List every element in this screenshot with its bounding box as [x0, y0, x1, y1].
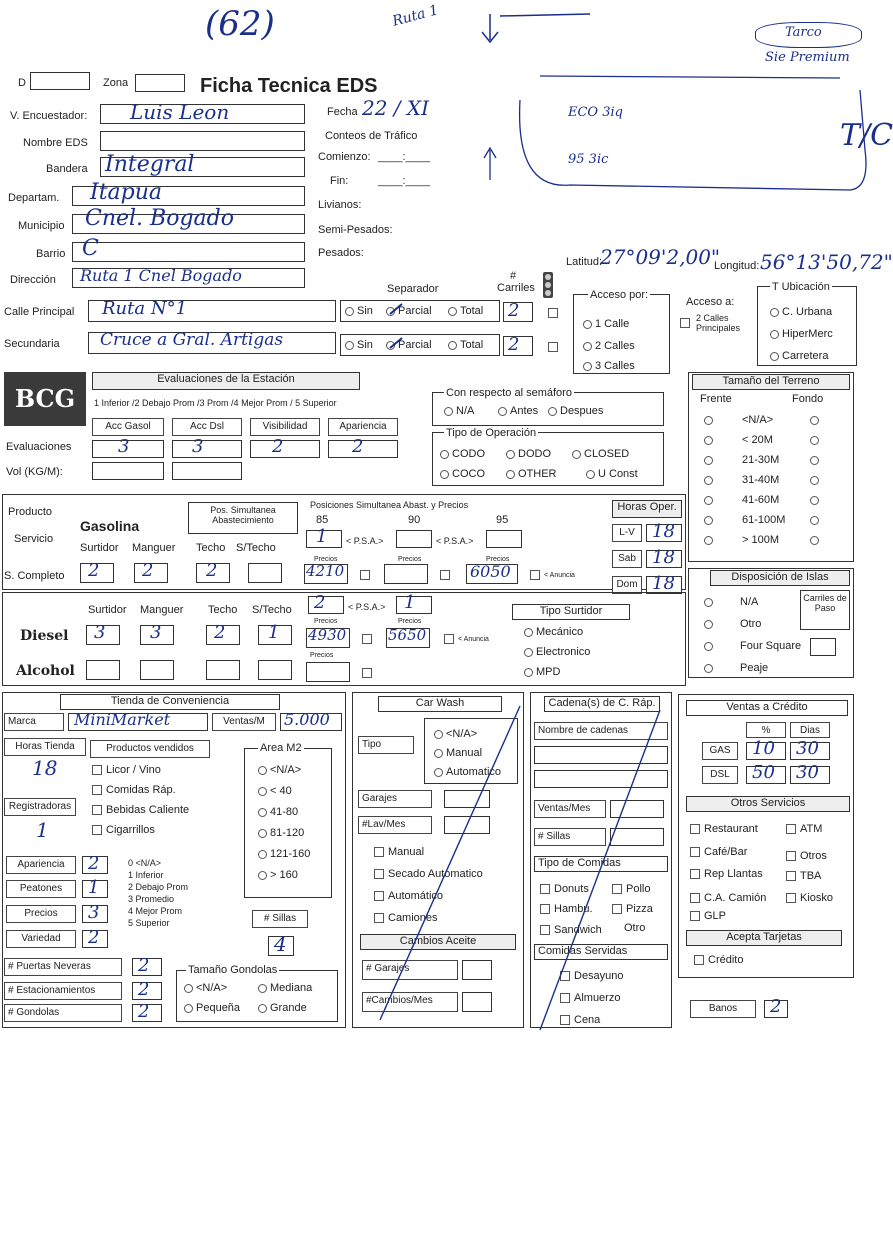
tienda-eval-label: Precios [6, 905, 76, 923]
fin-label: Fin: [330, 175, 349, 187]
direccion-label: Dirección [10, 274, 56, 286]
terreno-frente-radio[interactable] [704, 514, 716, 526]
lon-label: Longitud: [714, 260, 760, 272]
carwash-check[interactable]: Automático [374, 890, 443, 902]
hw-marks-separador [388, 300, 418, 360]
bcg-logo: BCG [4, 372, 86, 426]
escala-item: 3 Promedio [128, 894, 175, 904]
terreno-option-label: > 100M [742, 534, 779, 546]
tienda-count-label: # Estacionamientos [4, 982, 122, 1000]
terreno-option-label: < 20M [742, 434, 773, 446]
terreno-frente-radio[interactable] [704, 434, 716, 446]
municipio-label: Municipio [18, 220, 65, 232]
hw-bandera: Integral [105, 152, 195, 177]
carwash-radio[interactable]: Automatico [434, 766, 501, 778]
traffic-light-icon [540, 272, 556, 298]
tienda-count-hw: 2 [138, 955, 150, 976]
evaluaciones-label: Evaluaciones [6, 441, 72, 453]
carriles1-check[interactable] [548, 308, 558, 318]
hw-secundaria: Cruce a Gral. Artigas [100, 330, 284, 350]
id-input[interactable] [30, 72, 90, 90]
terreno-fondo-radio[interactable] [810, 534, 822, 546]
tienda-count-label: # Puertas Neveras [4, 958, 122, 976]
area-radio[interactable]: 121-160 [258, 848, 310, 860]
terreno-frente-radio[interactable] [704, 474, 716, 486]
carwash-check[interactable]: Camiones [374, 912, 438, 924]
barrio-label: Barrio [36, 248, 66, 260]
escala-item: 0 <N/A> [128, 858, 162, 868]
terreno-frente-radio[interactable] [704, 534, 716, 546]
hw-tc: T/C [840, 118, 893, 153]
eval-header: Evaluaciones de la Estación [92, 372, 360, 390]
hw-marca: MiniMarket [74, 710, 171, 729]
tienda-eval-label: Variedad [6, 930, 76, 948]
carriles-label: Carriles [497, 282, 535, 294]
tienda-count-hw: 2 [138, 979, 150, 1000]
semi-label: Semi-Pesados: [318, 224, 393, 236]
terreno-fondo-radio[interactable] [810, 474, 822, 486]
fecha-label: Fecha [327, 106, 358, 118]
page-title: Ficha Tecnica EDS [200, 75, 378, 97]
tienda-eval-label: Apariencia [6, 856, 76, 874]
tienda-eval-hw: 2 [88, 927, 100, 948]
isla-option-label: Otro [740, 618, 762, 630]
gondolas-size-group [176, 970, 338, 1022]
tienda-count-hw: 2 [138, 1001, 150, 1022]
hw-arrow-top [480, 6, 600, 46]
hw-barrio: C [82, 236, 99, 261]
tienda-eval-hw: 2 [88, 853, 100, 874]
hw-strike-lines [340, 700, 680, 1040]
terreno-fondo-radio[interactable] [810, 434, 822, 446]
encuestador-label: V. Encuestador: [10, 110, 88, 122]
hw-sketch-box [510, 70, 880, 210]
hw-eco: ECO 3iq [568, 105, 623, 120]
gasolina-label: Gasolina [80, 518, 140, 534]
area-radio[interactable]: 81-120 [258, 827, 304, 839]
vol-label: Vol (KG/M): [6, 466, 63, 478]
nombre-input[interactable] [100, 131, 305, 151]
terreno-option-label: <N/A> [742, 414, 774, 426]
hw-sticker-sub: Sie Premium [765, 50, 850, 65]
isla-option-label: Peaje [740, 662, 769, 674]
hw-ruta: Ruta 1 [390, 2, 441, 30]
producto-check[interactable]: Comidas Ráp. [92, 784, 176, 796]
depart-label: Departam. [8, 192, 60, 204]
area-radio[interactable]: <N/A> [258, 764, 301, 776]
terreno-fondo-radio[interactable] [810, 494, 822, 506]
lat-label: Latitud: [566, 256, 603, 268]
producto-check[interactable]: Bebidas Caliente [92, 804, 189, 816]
tienda-count-label: # Gondolas [4, 1004, 122, 1022]
id-label: D [18, 77, 26, 89]
tienda-eval-label: Peatones [6, 880, 76, 898]
terreno-frente-radio[interactable] [704, 494, 716, 506]
terreno-fondo-radio[interactable] [810, 514, 822, 526]
carriles2-check[interactable] [548, 342, 558, 352]
carwash-check[interactable]: Manual [374, 846, 424, 858]
hw-sticker-top: Tarco [785, 25, 822, 40]
hw-longitud: 56°13'50,72" [760, 250, 893, 274]
escala-item: 4 Mejor Prom [128, 906, 183, 916]
separador-label: Separador [387, 283, 439, 295]
terreno-option-label: 41-60M [742, 494, 780, 506]
isla-option-label: N/A [740, 596, 759, 608]
tienda-eval-hw: 3 [88, 902, 100, 923]
scompleto-label: S. Completo [4, 570, 65, 582]
escala-item: 5 Superior [128, 918, 170, 928]
hw-departam: Itapua [90, 180, 163, 205]
hw-calle: Ruta N°1 [102, 298, 188, 319]
isla-radio[interactable] [704, 640, 716, 652]
hw-top-number: (62) [205, 4, 275, 44]
terreno-fondo-radio[interactable] [810, 414, 822, 426]
producto-check[interactable]: Licor / Vino [92, 764, 161, 776]
isla-radio[interactable] [704, 618, 716, 630]
carwash-radio[interactable]: Manual [434, 747, 482, 759]
terreno-option-label: 61-100M [742, 514, 786, 526]
area-radio[interactable]: > 160 [258, 869, 298, 881]
terreno-frente-radio[interactable] [704, 454, 716, 466]
nombre-label: Nombre EDS [23, 137, 88, 149]
hw-encuestador: Luis Leon [130, 100, 230, 124]
isla-option-label: Four Square [740, 640, 802, 652]
terreno-option-label: 31-40M [742, 474, 780, 486]
escala-item: 1 Inferior [128, 870, 164, 880]
carwash-check[interactable]: Secado Automatico [374, 868, 483, 880]
hw-latitud: 27°09'2,00" [600, 245, 721, 269]
hw-95: 95 3ic [568, 152, 609, 167]
conteos-label: Conteos de Tráfico [325, 130, 418, 142]
escala-item: 2 Debajo Prom [128, 882, 189, 892]
terreno-option-label: 21-30M [742, 454, 780, 466]
area-radio[interactable]: < 40 [258, 785, 292, 797]
terreno-frente-radio[interactable] [704, 414, 716, 426]
isla-radio[interactable] [704, 662, 716, 674]
livianos-label: Livianos: [318, 199, 362, 211]
tienda-eval-hw: 1 [88, 877, 100, 898]
area-radio[interactable]: 41-80 [258, 806, 298, 818]
isla-radio[interactable] [704, 596, 716, 608]
terreno-fondo-radio[interactable] [810, 454, 822, 466]
carwash-radio[interactable]: <N/A> [434, 728, 477, 740]
hw-municipio: Cnel. Bogado [85, 206, 234, 231]
diesel-label: Diesel [20, 628, 69, 644]
pesados-label: Pesados: [318, 247, 364, 259]
producto-check[interactable]: Cigarrillos [92, 824, 155, 836]
bandera-label: Bandera [46, 163, 88, 175]
secundaria-label: Secundaria [4, 338, 60, 350]
zona-input[interactable] [135, 74, 185, 92]
hw-direccion: Ruta 1 Cnel Bogado [80, 266, 242, 285]
calle-label: Calle Principal [4, 306, 75, 318]
zona-label: Zona [103, 77, 129, 89]
comienzo-label: Comienzo: [318, 151, 371, 163]
barrio-input[interactable] [72, 242, 305, 262]
hw-fecha: 22 / XI [362, 96, 430, 120]
alcohol-label: Alcohol [16, 663, 75, 679]
